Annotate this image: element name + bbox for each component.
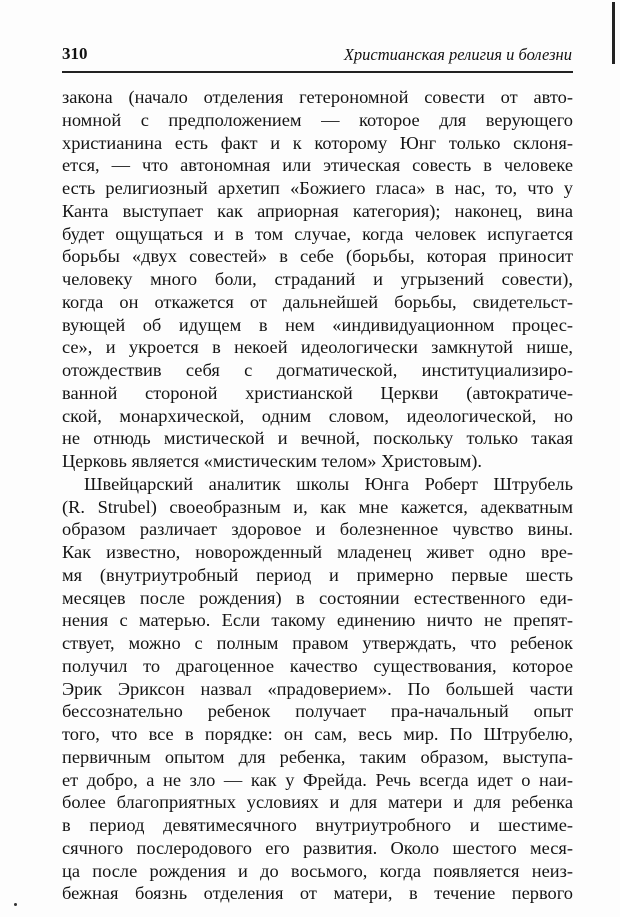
- text-line: когда он откажется от дальнейшей борьбы, свидетельст-: [62, 291, 573, 312]
- body-text: [62, 86, 573, 905]
- text-line: получил то драгоценное качество существования, которое: [62, 655, 573, 676]
- page-header: [62, 44, 572, 68]
- text-line: есть религиозный архетип «Божиего гласа» в нас, то, что у: [62, 178, 573, 198]
- text-line: ется, — что автономная или этическая совесть в человеке: [62, 155, 573, 176]
- text-line: мя (внутриутробный период и примерно первые шесть: [62, 564, 573, 585]
- text-line: того, что все в порядке: он сам, весь мир. По Штрубелю,: [62, 724, 573, 744]
- text-line: будет ощущаться и в том случае, когда человек испугается: [62, 223, 573, 244]
- text-line: человеку много боли, страданий и угрызений совести),: [62, 269, 573, 289]
- text-line: (R. Strubel) своеобразным и, как мне кажется, адекватным: [62, 496, 573, 517]
- running-title: Христианская религия и болезни: [343, 45, 572, 64]
- text-line: христианина есть факт и к которому Юнг только склоня-: [62, 132, 573, 153]
- text-line: отождествив себя с догматической, институциализиро-: [62, 360, 573, 380]
- page-number: 310: [62, 44, 88, 63]
- text-line: первичным опытом для ребенка, таким образом, выступа-: [62, 746, 573, 767]
- text-line: Эрик Эриксон назвал «прадоверием». По большей части: [62, 678, 573, 699]
- text-line: нения с матерью. Если такому единению ничто не препят-: [62, 610, 573, 631]
- text-line: ствует, можно с полным правом утверждать, что ребенок: [62, 633, 573, 653]
- text-line: в период девятимесячного внутриутробного и шестиме-: [62, 815, 573, 835]
- text-line: ца после рождения и до восьмого, когда появляется неиз-: [62, 860, 573, 881]
- text-line: ванной стороной христианской Церкви (автократиче-: [62, 382, 573, 403]
- text-line: вующей об идущем в нем «индивидуационном процес-: [62, 314, 573, 335]
- text-line: се», и укроется в некоей идеологически замкнутой нише,: [62, 337, 573, 358]
- text-line: борьбы «двух совестей» в себе (борьбы, которая приносит: [62, 246, 573, 267]
- scan-speck: [14, 903, 17, 906]
- text-line: месяцев после рождения) в состоянии естественного еди-: [62, 587, 573, 608]
- text-line: бежная боязнь отделения от матери, в течение первого: [62, 883, 573, 904]
- text-line: закона (начало отделения гетерономной совести от авто-: [62, 87, 573, 107]
- text-line: ет добро, а не зло — как у Фрейда. Речь всегда идет о наи-: [62, 769, 573, 790]
- text-line: Как известно, новорожденный младенец живет одно вре-: [62, 542, 573, 562]
- text-line: образом различает здоровое и болезненное чувство вины.: [62, 519, 573, 540]
- text-line: бессознательно ребенок получает пра-начальный опыт: [62, 701, 573, 722]
- page-edge-mark: [612, 2, 615, 64]
- text-line: ской, монархической, одним словом, идеологической, но: [62, 405, 573, 426]
- text-line: Церковь является «мистическим телом» Христовым).: [62, 451, 482, 471]
- text-line: Швейцарский аналитик школы Юнга Роберт Штрубель: [84, 473, 573, 494]
- text-line: номной с предположением — которое для верующего: [62, 109, 573, 130]
- text-line: более благоприятных условиях и для матери и для ребенка: [62, 792, 573, 813]
- text-line: не отнюдь мистической и вечной, поскольку только такая: [62, 428, 573, 449]
- text-line: Канта выступает как априорная категория); наконец, вина: [62, 200, 573, 221]
- text-line: сячного послеродового его развития. Около шестого меся-: [62, 837, 573, 858]
- header-rule: [62, 71, 573, 73]
